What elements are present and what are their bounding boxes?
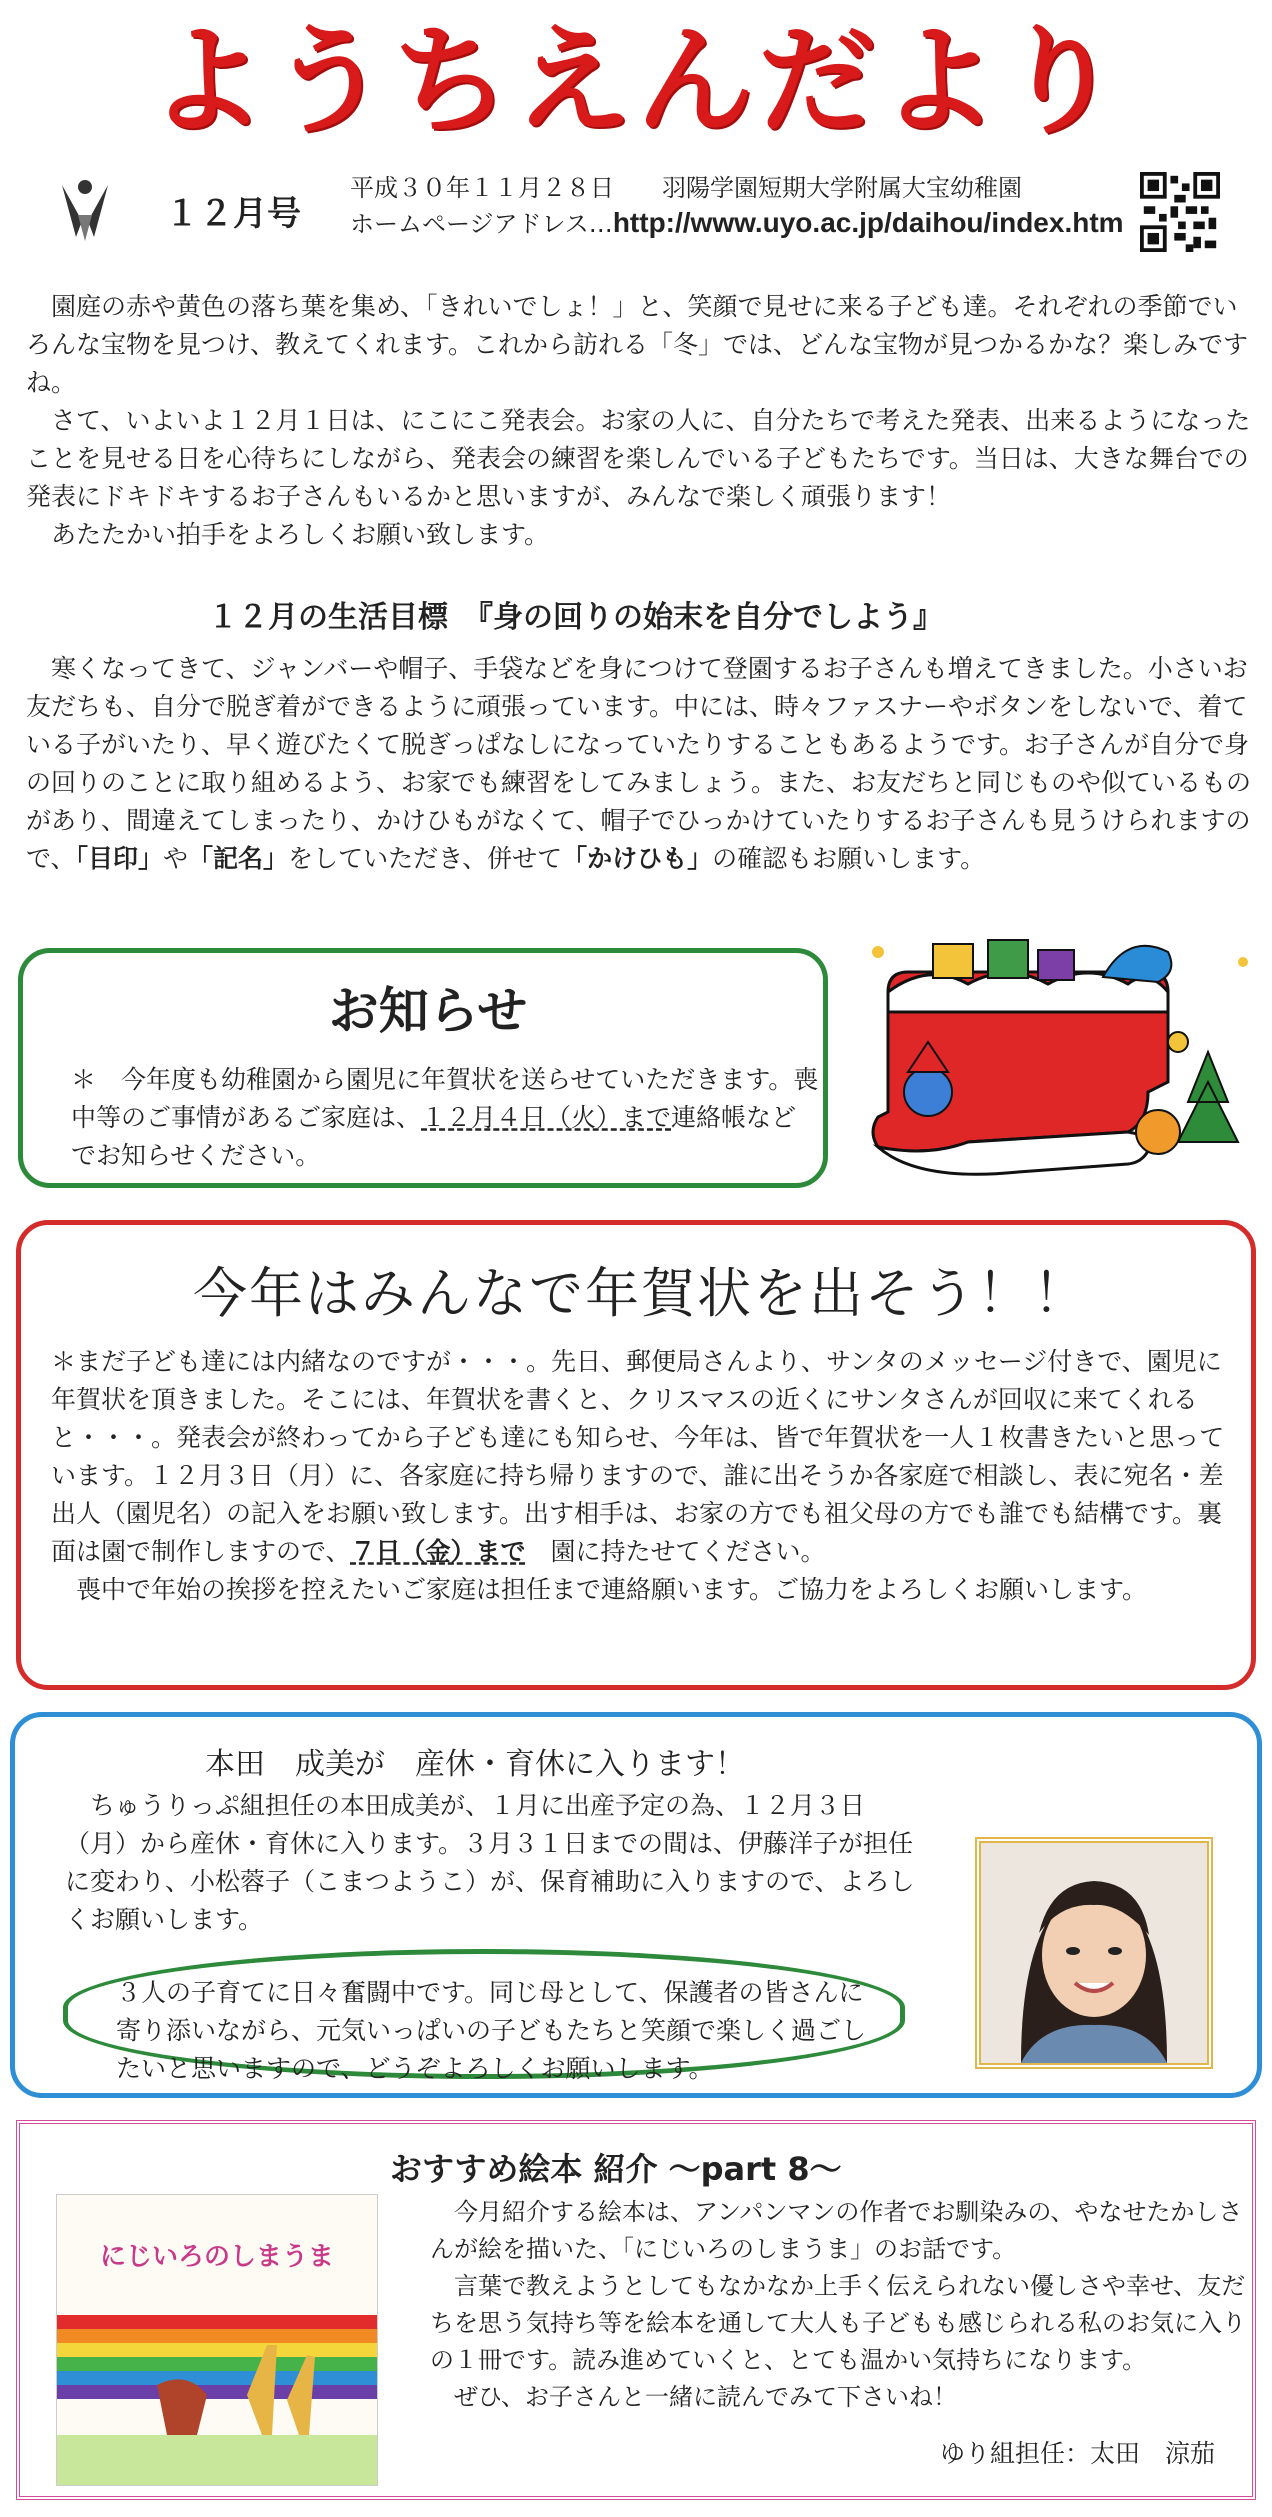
new-year-card-mourning-note: 喪中で年始の挨拶を控えたいご家庭は担任まで連絡願います。ご協力をよろしくお願いします。 [51,1575,1148,1604]
notice-box [18,948,828,1188]
goal-body-end: の確認もお願いします。 [712,844,986,873]
homepage-line [350,204,1124,239]
notice-text: ＊ 今年度も幼稚園から園児に年賀状を送らせていただきます。喪中等のご事情があるご家庭は、 [71,1065,819,1132]
goal-name-label: 「記名」 [188,844,289,873]
goal-strap-label: 「かけひも」 [562,844,713,873]
issue-number: １２月号 [165,194,301,234]
intro-text [26,288,1252,554]
staff-leave-title: 本田 成美が 産休・育休に入ります！ [205,1747,745,1782]
intro-paragraph-1: 園庭の赤や黄色の落ち葉を集め、「きれいでしょ！」と、笑顔で見せに来る子ども達。それぞれの季節でいろんな宝物を見つけ、教えてくれます。これから訪れる「冬」では、どんな宝物が見つかるかな？楽しみですね。 [26,292,1249,397]
book-cover [56,2194,378,2486]
notice-deadline: １２月４日（火）まで [421,1103,672,1132]
new-year-card-text-end: 園に持たせてください。 [525,1537,826,1566]
qr-code-icon[interactable] [1140,172,1220,252]
goal-text [26,650,1252,878]
book-description [430,2194,1250,2416]
intro-paragraph-3: あたたかい拍手をよろしくお願い致します。 [26,520,550,549]
book-paragraph-2: 言葉で教えようとしてもなかなか上手く伝えられない優しさや幸せ、友だちを思う気持ち等を絵本を通して大人も子どもも感じられる私のお気に入りの１冊です。読み進めていくと、とても温かい気持ちになります。 [430,2272,1246,2374]
notice-body [71,1061,821,1175]
book-recommendation-box [16,2120,1256,2500]
notice-title: お知らせ [328,982,528,1040]
new-year-card-box [16,1220,1256,1690]
goal-body: 寒くなってきて、ジャンバーや帽子、手袋などを身につけて登園するお子さんも増えてきました。小さいお友だちも、自分で脱ぎ着ができるように頑張っています。中には、時々ファスナーやボタンをしないで、着ている子がいたり、早く遊びたくて脱ぎっぱなしになっていたりすることもあるようです。お子さんが自分で身の回りのことに取り組めるよう、お家でも練習をしてみましょう。また、お友だちと同じものや似ているものがあり、間違えてしまったり、かけひもがなくて、帽子でひっかけていたりするお子さんも見うけられますので、 [26,654,1252,873]
goal-heading: １２月の生活目標 『身の回りの始末を自分でしよう』 [208,600,943,635]
speech-bubble [63,1949,905,2083]
homepage-url[interactable]: http://www.uyo.ac.jp/daihou/index.htm [612,207,1124,238]
staff-leave-body: ちゅうりっぷ組担任の本田成美が、１月に出産予定の為、１２月３日（月）から産休・育休に入ります。３月３１日までの間は、伊藤洋子が担任に変わり、小松蓉子（こまつようこ）が、保育補助に入りますので、よろしくお願いします。 [65,1791,915,1934]
intro-paragraph-2: さて、いよいよ１２月１日は、にこにこ発表会。お家の人に、自分たちで考えた発表、出来るようになったことを見せる日を心待ちにしながら、発表会の練習を楽しんでいる子どもたちです。当日は、大きな舞台での発表にドキドキするお子さんもいるかと思いますが、みんなで楽しく頑張ります！ [26,406,1251,511]
book-cover-title: にじいろのしまうま [99,2242,335,2272]
new-year-card-text: ＊まだ子ども達には内緒なのですが・・・。先日、郵便局さんより、サンタのメッセージ付きで、園児に年賀状を頂きました。そこには、年賀状を書くと、クリスマスの近くにサンタさんが回収に来てくれると・・・。発表会が終わってから子ども達にも知らせ、今年は、皆で年賀状を一人１枚書きたいと思っています。１２月３日（月）に、各家庭に持ち帰りますので、誰に出そうか各家庭で相談し、表に宛名・差出人（園児名）の記入をお願い致します。出す相手は、お家の方でも祖父母の方でも誰でも結構です。裏面は園で制作しますので、 [51,1347,1225,1566]
homepage-label: ホームページアドレス… [350,210,613,238]
book-paragraph-3: ぜひ、お子さんと一緒に読んでみて下さいね！ [430,2383,958,2411]
teacher-message: ３人の子育てに日々奮闘中です。同じ母として、保護者の皆さんに寄り添いながら、元気いっぱいの子どもたちと笑顔で楽しく過ごしたいと思いますので、どうぞよろしくお願いします。 [116,1978,867,2083]
book-cover-art [57,2195,377,2485]
staff-leave-box [10,1712,1262,2098]
christmas-boot-illustration [848,932,1258,1196]
teacher-photo [975,1837,1213,2069]
goal-connector-2: をしていただき、併せて [288,844,563,873]
school-logo-icon [56,175,114,245]
notice-text-end: 連絡帳などでお知らせください。 [71,1103,797,1170]
new-year-card-deadline: ７日（金）まで [350,1537,526,1566]
goal-connector: や [163,844,189,873]
book-section-title: おすすめ絵本 紹介 ～part 8～ [390,2150,842,2188]
newsletter-title: ようちえんだより [147,12,1124,150]
new-year-card-body [51,1343,1241,1609]
goal-mark-label: 「目印」 [75,844,164,873]
new-year-card-title: 今年はみんなで年賀状を出そう！！ [193,1262,1089,1325]
masthead [0,0,1272,160]
book-signature: ゆり組担任：太田 涼茄 [940,2439,1216,2468]
date-school-line: 平成３０年１１月２８日 羽陽学園短期大学附属大宝幼稚園 [350,174,1022,202]
book-paragraph-1: 今月紹介する絵本は、アンパンマンの作者でお馴染みの、やなせたかしさんが絵を描いた、「にじいろのしまうま」のお話です。 [430,2198,1243,2263]
